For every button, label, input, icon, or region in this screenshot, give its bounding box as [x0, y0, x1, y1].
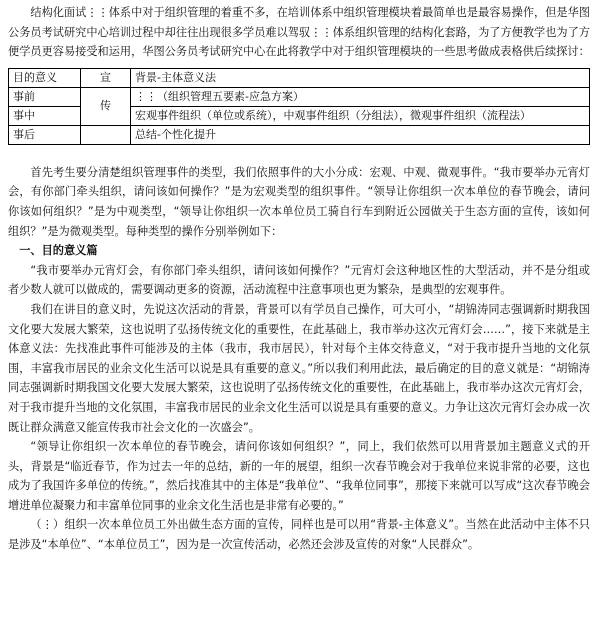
body-paragraph: 我们在讲目的意义时，先说这次活动的背景，背景可以有学员自己操作，可大可小，“胡锦涛同志强调新时期我国文化要大发展大繁荣，这也说明了弘扬传统文化的重要性，在此基础上，我市举办这次元宵灯会……”，接下来就是主体意义法：先找准此事件可能涉及的主体（我市，我市居民），针对每个主体交待意义，“对于我市提升当地的文化氛围，丰富我市居民的业余文化生活可以说是具有重要的意义。”所以我们利用此法，最后确定的目的意义就是：“胡锦涛同志强调新时期我国文化要大发展大繁荣，这也说明了弘扬传统文化的重要性，在此基础上，我市举办这次元宵灯会，对于我市提升当地的文化氛围，丰富我市居民的业余文化生活可以说是具有重要的意义。力争让这次元宵灯会办成一次既让群众满意又能宣传我市社会文化的一次盛会”。: [8, 302, 590, 434]
framework-table: [8, 68, 590, 145]
row-content: 背景-主体意义法: [131, 68, 590, 87]
body-paragraph: “领导让你组织一次本单位的春节晚会，请问你该如何组织？”，同上，我们依然可以用背景加主题意义式的开头，背景是“临近春节，作为过去一年的总结，新的一年的展望，组织一次春节晚会对于我单位来说非常的必要，这也成为了我国许多单位的传统。”，然后找准其中的主体是“我单位”、“我单位同事”，那接下来就可以写成“这次春节晚会增进单位凝聚力和丰富单位同事的业余文化生活也是非常有必要的。”: [8, 440, 590, 512]
section-heading: 一、目的意义篇: [19, 244, 98, 258]
row-middle: 宣: [81, 68, 131, 87]
row-label: 事前: [9, 87, 81, 106]
row-label: 事后: [9, 125, 81, 144]
row-content: ⋮⋮（组织管理五要素-应急方案）: [131, 87, 590, 106]
body-paragraph: （⋮）组织一次本单位员工外出做生态方面的宣传，同样也是可以用“背景-主体意义”。当然在此活动中主体不只是涉及“本单位”、“本单位员工”，因为是一次宣传活动，必然还会涉及宣传的对象“人民群众”。: [8, 518, 590, 552]
row-middle: 传: [81, 87, 131, 125]
row-content: 总结-个性化提升: [131, 125, 590, 144]
table-row: [9, 68, 590, 87]
document-page: [8, 3, 590, 555]
table-row: [9, 125, 590, 144]
row-label: 目的意义: [9, 68, 81, 87]
row-middle: [81, 125, 131, 144]
table-row: [9, 87, 590, 106]
intro-paragraph: 结构化面试⋮⋮体系中对于组织管理的着重不多，在培训体系中组织管理模块着最简单也是最容易操作，但是华图公务员考试研究中心培训过程中却往往出现很多学员难以驾驭⋮⋮体系组织管理的结构化套路，为了方便教学也为了方便学员更容易接受和运用，华图公务员考试研究中心在此将教学中对于组织管理模块的一些思考做成表格供后续探讨：: [8, 6, 590, 59]
row-label: 事中: [9, 106, 81, 125]
body-paragraph: “我市要举办元宵灯会，有你部门牵头组织，请问该如何操作？”元宵灯会这种地区性的大型活动，并不是分组或者少数人就可以做成的，需要调动更多的资源，活动流程中注意事项也更为繁杂，是典型的宏观事件。: [8, 263, 590, 297]
row-content: 宏观事件组织（单位或系统），中观事件组织（分组法），微观事件组织（流程法）: [131, 106, 590, 125]
body-paragraph: 首先考生要分清楚组织管理事件的类型，我们依照事件的大小分成：宏观、中观、微观事件。“我市要举办元宵灯会，有你部门牵头组织，请问该如何操作？”是为宏观类型的组织事件。“领导让你组织一次本单位的春节晚会，请问你该如何组织？”是为中观类型，“领导让你组织一次本单位员工骑自行车到附近公园做关于生态方面的宣传，该如何组织？”是为微观类型。每种类型的操作分别举例如下：: [8, 165, 590, 238]
